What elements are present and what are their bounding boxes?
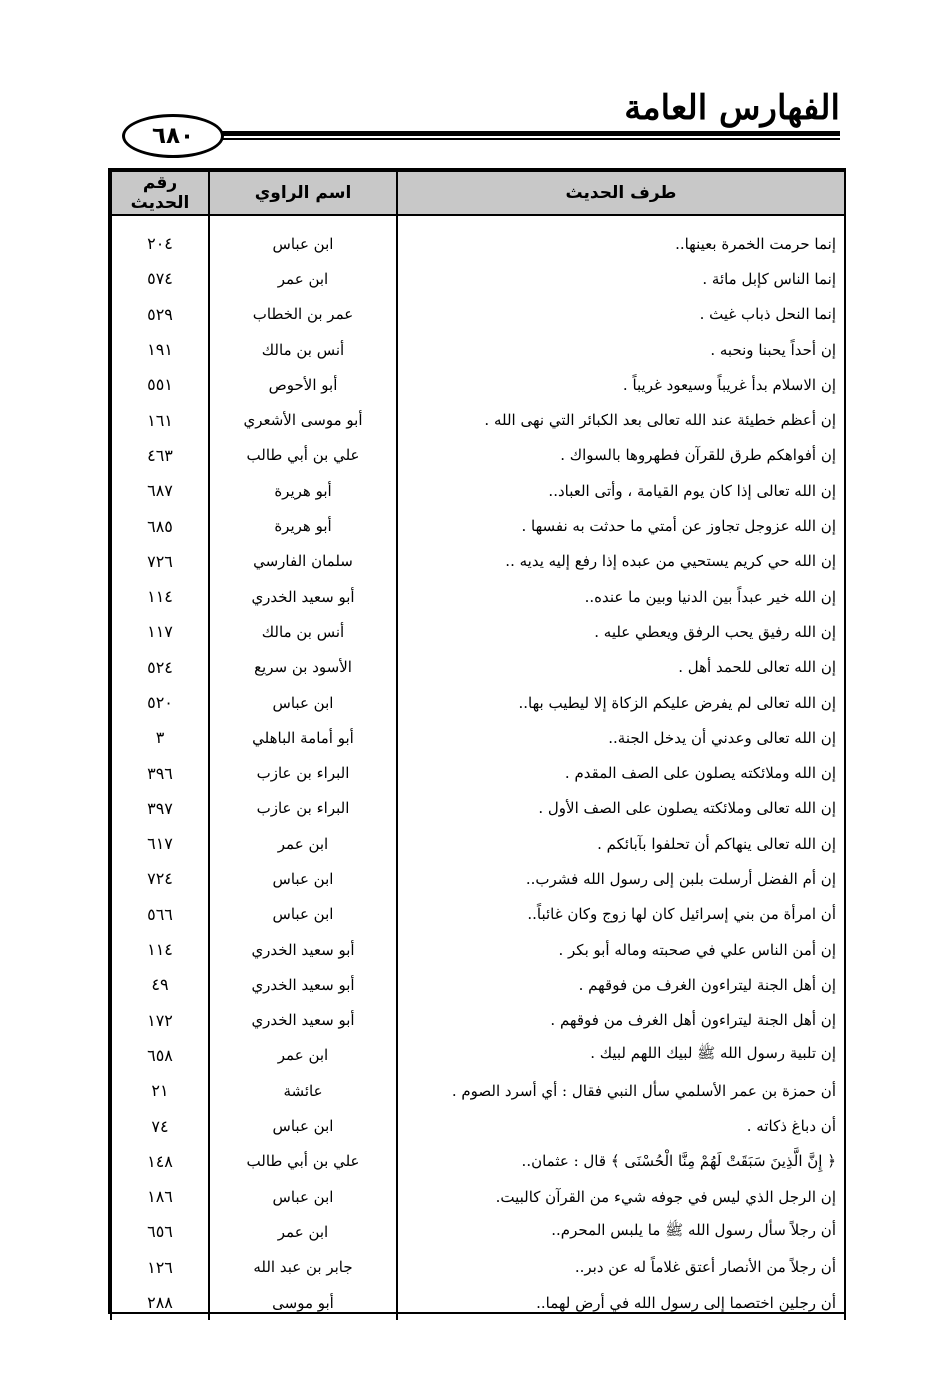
hadith-number: ٣: [111, 720, 209, 755]
table-row: [111, 650, 845, 685]
hadith-text: أن رجلين اختصما إلى رسول الله في أرض لهما..: [397, 1285, 845, 1320]
hadith-number: ١٦١: [111, 402, 209, 437]
narrator-name: أبو سعيد الخدري: [209, 579, 397, 614]
hadith-text: إن الله رفيق يحب الرفق ويعطي عليه .: [397, 614, 845, 649]
table-row: [111, 967, 845, 1002]
narrator-name: أبو هريرة: [209, 508, 397, 543]
hadith-text: إن أمن الناس علي في صحبته وماله أبو بكر .: [397, 932, 845, 967]
table-row: [111, 1144, 845, 1179]
hadith-text: إن الله تعالى إذا كان يوم القيامة ، وأتى العباد..: [397, 473, 845, 508]
hadith-text: إن أعظم خطيئة عند الله تعالى بعد الكبائر التي نهى الله .: [397, 402, 845, 437]
hadith-text: إن أحداً يحبنا ونحبه .: [397, 332, 845, 367]
narrator-name: الأسود بن سريع: [209, 650, 397, 685]
hadith-number: ٥٦٦: [111, 897, 209, 932]
hadith-text: إن الله خير عبداً بين الدنيا وبين ما عنده..: [397, 579, 845, 614]
hadith-number: ٢١: [111, 1073, 209, 1108]
hadith-number: ١١٧: [111, 614, 209, 649]
running-title: الفهارس العامة: [624, 88, 840, 128]
narrator-name: عمر بن الخطاب: [209, 297, 397, 332]
hadith-number: ٥٢٤: [111, 650, 209, 685]
narrator-name: سلمان الفارسي: [209, 544, 397, 579]
table-row: [111, 508, 845, 543]
table-row: [111, 1073, 845, 1108]
narrator-name: أنس بن مالك: [209, 614, 397, 649]
table-row: [111, 367, 845, 402]
hadith-text: إنما النحل ذباب غيث .: [397, 297, 845, 332]
hadith-text: إن تلبية رسول الله ﷺ لبيك اللهم لبيك .: [397, 1038, 845, 1073]
hadith-number: ٦١٧: [111, 826, 209, 861]
table-row: [111, 1003, 845, 1038]
narrator-name: علي بن أبي طالب: [209, 438, 397, 473]
table-row: [111, 438, 845, 473]
narrator-name: ابن عمر: [209, 826, 397, 861]
hadith-text: ﴿ إِنَّ الَّذِينَ سَبَقَتْ لَهُمْ مِنَّا الْحُسْنَى ﴾ قال : عثمان..: [397, 1144, 845, 1179]
hadith-number: ١١٤: [111, 579, 209, 614]
table-row: [111, 261, 845, 296]
narrator-name: ابن عمر: [209, 261, 397, 296]
hadith-text: إن الله تعالى للحمد أهل .: [397, 650, 845, 685]
hadith-number: ٣٩٧: [111, 791, 209, 826]
header-rule: [205, 131, 840, 136]
table-row: [111, 791, 845, 826]
hadith-number: ١٩١: [111, 332, 209, 367]
hadith-number: ٧٢٤: [111, 861, 209, 896]
hadith-number: ٦٥٨: [111, 1038, 209, 1073]
table-row: [111, 332, 845, 367]
table-row: [111, 897, 845, 932]
narrator-name: ابن عباس: [209, 897, 397, 932]
narrator-name: أنس بن مالك: [209, 332, 397, 367]
narrator-name: أبو سعيد الخدري: [209, 967, 397, 1002]
narrator-name: ابن عباس: [209, 1179, 397, 1214]
hadith-text: إن الاسلام بدأ غريباً وسيعود غريباً .: [397, 367, 845, 402]
table-body: [111, 215, 845, 1320]
table-row: [111, 1038, 845, 1073]
narrator-name: ابن عمر: [209, 1214, 397, 1249]
narrator-name: ابن عباس: [209, 1108, 397, 1143]
narrator-name: ابن عمر: [209, 1038, 397, 1073]
hadith-number: ٤٩: [111, 967, 209, 1002]
hadith-text: إن أهل الجنة ليتراءون الغرف من فوقهم .: [397, 967, 845, 1002]
table-row: [111, 1250, 845, 1285]
narrator-name: عائشة: [209, 1073, 397, 1108]
hadith-text: أن دباغ ذكاته .: [397, 1108, 845, 1143]
table-row: [111, 755, 845, 790]
hadith-text: إنما الناس كإبل مائة .: [397, 261, 845, 296]
table-row: [111, 1285, 845, 1320]
hadith-number: ١٤٨: [111, 1144, 209, 1179]
hadith-text: أن حمزة بن عمر الأسلمي سأل النبي فقال : أي أسرد الصوم .: [397, 1073, 845, 1108]
narrator-name: جابر بن عبد الله: [209, 1250, 397, 1285]
table-row: [111, 614, 845, 649]
hadith-text: إن الرجل الذي ليس في جوفه شيء من القرآن كالبيت.: [397, 1179, 845, 1214]
narrator-name: البراء بن عازب: [209, 791, 397, 826]
hadith-number: ٥٥١: [111, 367, 209, 402]
table-row: [111, 297, 845, 332]
column-header-narrator: اسم الراوي: [209, 171, 397, 215]
table-row: [111, 932, 845, 967]
narrator-name: أبو أمامة الباهلي: [209, 720, 397, 755]
hadith-index-table: [108, 168, 846, 1314]
table-row: [111, 544, 845, 579]
hadith-text: إن الله تعالى وملائكته يصلون على الصف الأول .: [397, 791, 845, 826]
hadith-text: إن أم الفضل أرسلت بلبن إلى رسول الله فشرب..: [397, 861, 845, 896]
table-spacer-row: [111, 215, 845, 226]
table-row: [111, 473, 845, 508]
hadith-number: ٥٢٩: [111, 297, 209, 332]
narrator-name: ابن عباس: [209, 685, 397, 720]
narrator-name: أبو موسى: [209, 1285, 397, 1320]
narrator-name: أبو سعيد الخدري: [209, 932, 397, 967]
hadith-text: إن أهل الجنة ليتراءون أهل الغرف من فوقهم .: [397, 1003, 845, 1038]
table-row: [111, 861, 845, 896]
page-number: ٦٨٠: [122, 114, 224, 158]
hadith-number: ٢٨٨: [111, 1285, 209, 1320]
hadith-number: ٤٦٣: [111, 438, 209, 473]
hadith-number: ١١٤: [111, 932, 209, 967]
hadith-text: إن الله حي كريم يستحيي من عبده إذا رفع إليه يديه ..: [397, 544, 845, 579]
hadith-text: أن رجلاً سأل رسول الله ﷺ ما يلبس المحرم..: [397, 1214, 845, 1249]
narrator-name: أبو هريرة: [209, 473, 397, 508]
narrator-name: البراء بن عازب: [209, 755, 397, 790]
hadith-number: ٦٥٦: [111, 1214, 209, 1249]
column-header-hadith: طرف الحديث: [397, 171, 845, 215]
narrator-name: أبو سعيد الخدري: [209, 1003, 397, 1038]
hadith-text: أن رجلاً من الأنصار أعتق غلاماً له عن دبر..: [397, 1250, 845, 1285]
hadith-number: ١٨٦: [111, 1179, 209, 1214]
table-row: [111, 685, 845, 720]
narrator-name: علي بن أبي طالب: [209, 1144, 397, 1179]
page-header: [110, 88, 840, 156]
column-header-number: رقم الحديث: [111, 171, 209, 215]
hadith-number: ١٢٦: [111, 1250, 209, 1285]
hadith-text: إن أفواهكم طرق للقرآن فطهروها بالسواك .: [397, 438, 845, 473]
table-row: [111, 1108, 845, 1143]
hadith-number: ٣٩٦: [111, 755, 209, 790]
hadith-number: ٥٧٤: [111, 261, 209, 296]
hadith-text: أن امرأة من بني إسرائيل كان لها زوج وكان غائباً..: [397, 897, 845, 932]
hadith-number: ٧٤: [111, 1108, 209, 1143]
table-row: [111, 1214, 845, 1249]
hadith-text: إن الله وملائكته يصلون على الصف المقدم .: [397, 755, 845, 790]
table-row: [111, 720, 845, 755]
hadith-number: ١٧٢: [111, 1003, 209, 1038]
narrator-name: ابن عباس: [209, 861, 397, 896]
hadith-text: إن الله تعالى لم يفرض عليكم الزكاة إلا ليطيب بها..: [397, 685, 845, 720]
hadith-text: إن الله تعالى وعدني أن يدخل الجنة..: [397, 720, 845, 755]
hadith-number: ٦٨٥: [111, 508, 209, 543]
hadith-number: ٦٨٧: [111, 473, 209, 508]
table-row: [111, 579, 845, 614]
hadith-text: إن الله عزوجل تجاوز عن أمتي ما حدثت به نفسها .: [397, 508, 845, 543]
narrator-name: ابن عباس: [209, 226, 397, 261]
narrator-name: أبو الأحوص: [209, 367, 397, 402]
table-row: [111, 1179, 845, 1214]
hadith-text: إن الله تعالى ينهاكم أن تحلفوا بآبائكم .: [397, 826, 845, 861]
table-row: [111, 402, 845, 437]
table-row: [111, 826, 845, 861]
hadith-number: ٧٢٦: [111, 544, 209, 579]
narrator-name: أبو موسى الأشعري: [209, 402, 397, 437]
header-rule-thin: [205, 138, 840, 140]
table-header-row: [111, 171, 845, 215]
hadith-number: ٢٠٤: [111, 226, 209, 261]
hadith-number: ٥٢٠: [111, 685, 209, 720]
hadith-text: إنما حرمت الخمرة بعينها..: [397, 226, 845, 261]
table-row: [111, 226, 845, 261]
